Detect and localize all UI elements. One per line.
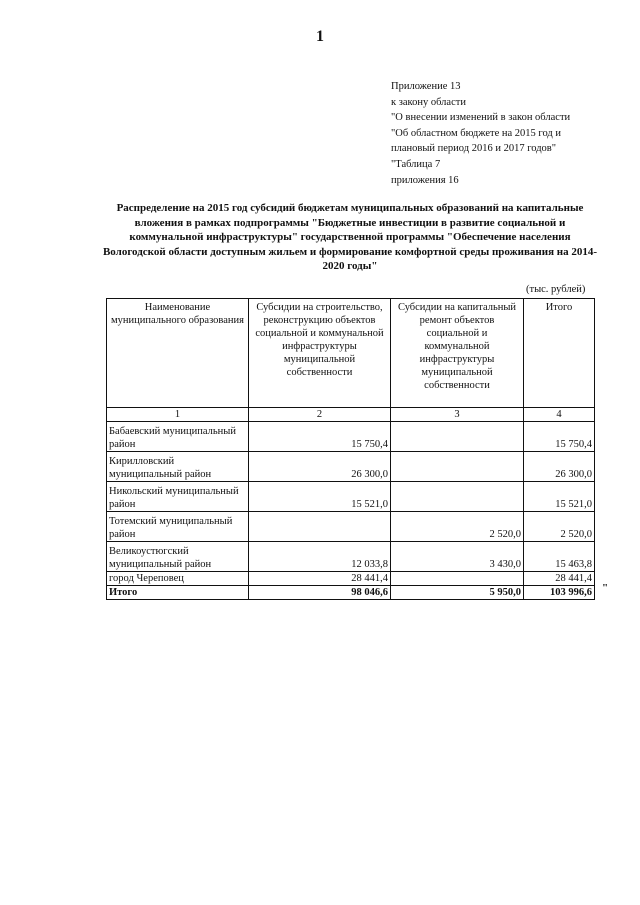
column-number: 4: [524, 408, 595, 422]
column-number: 2: [249, 408, 391, 422]
total-value: 15 521,0: [524, 482, 595, 512]
construction-value: 28 441,4: [249, 572, 391, 586]
appendix-line: плановый период 2016 и 2017 годов": [391, 143, 557, 155]
construction-value: 26 300,0: [249, 452, 391, 482]
total-label: Итого: [107, 586, 249, 600]
appendix-line: приложения 16: [391, 174, 459, 186]
table-header-row: [107, 299, 595, 408]
appendix-line: "Об областном бюджете на 2015 год и: [391, 127, 562, 139]
total-construction: 98 046,6: [249, 586, 391, 600]
municipality-name: Бабаевский муниципальный район: [107, 422, 249, 452]
total-value: 28 441,4: [524, 572, 595, 586]
appendix-line: "О внесении изменений в закон области: [391, 112, 571, 124]
construction-value: 12 033,8: [249, 542, 391, 572]
closing-quote: ": [602, 582, 609, 594]
total-value: 15 463,8: [524, 542, 595, 572]
municipality-name: город Череповец: [107, 572, 249, 586]
total-value: 26 300,0: [524, 452, 595, 482]
table-row: [107, 512, 595, 542]
header-cell: Субсидии на капитальный ремонт объектов социальной и коммунальной инфраструктуры муниципальной собственности: [391, 299, 524, 408]
document-title: Распределение на 2015 год субсидий бюджетам муниципальных образований на капитальные вложения в рамках подпрограммы "Бюджетные инвестиции в развитие социальной и коммунальной инфраструктуры" государственной программы "Обеспечение населения Вологодской области доступным жильем и формирование комфортной среды проживания на 2014-2020 годы": [102, 202, 598, 272]
subsidy-table: [106, 298, 595, 600]
repair-value: [391, 452, 524, 482]
table-row: [107, 452, 595, 482]
municipality-name: Кирилловский муниципальный район: [107, 452, 249, 482]
page-number: 1: [316, 28, 324, 45]
table-row: [107, 572, 595, 586]
table-row: [107, 422, 595, 452]
header-cell: Итого: [524, 299, 595, 408]
table-row: [107, 542, 595, 572]
repair-value: 2 520,0: [391, 512, 524, 542]
header-cell: Субсидии на строительство, реконструкцию объектов социальной и коммунальной инфраструктуры муниципальной собственности: [249, 299, 391, 408]
column-number: 1: [107, 408, 249, 422]
appendix-block: [391, 79, 631, 188]
table-row: [107, 482, 595, 512]
repair-value: [391, 482, 524, 512]
column-number-row: [107, 408, 595, 422]
appendix-line: Приложение 13: [391, 81, 461, 92]
repair-value: [391, 422, 524, 452]
municipality-name: Тотемский муниципальный район: [107, 512, 249, 542]
total-value: 15 750,4: [524, 422, 595, 452]
construction-value: 15 750,4: [249, 422, 391, 452]
column-number: 3: [391, 408, 524, 422]
appendix-line: к закону области: [391, 96, 466, 108]
header-cell: Наименование муниципального образования: [107, 299, 249, 408]
municipality-name: Великоустюгский муниципальный район: [107, 542, 249, 572]
municipality-name: Никольский муниципальный район: [107, 482, 249, 512]
total-value: 2 520,0: [524, 512, 595, 542]
total-repair: 5 950,0: [391, 586, 524, 600]
unit-note: (тыс. рублей): [526, 284, 586, 295]
table-total-row: [107, 586, 595, 600]
construction-value: [249, 512, 391, 542]
repair-value: 3 430,0: [391, 542, 524, 572]
construction-value: 15 521,0: [249, 482, 391, 512]
grand-total: 103 996,6: [524, 586, 595, 600]
repair-value: [391, 572, 524, 586]
appendix-line: "Таблица 7: [391, 158, 441, 170]
